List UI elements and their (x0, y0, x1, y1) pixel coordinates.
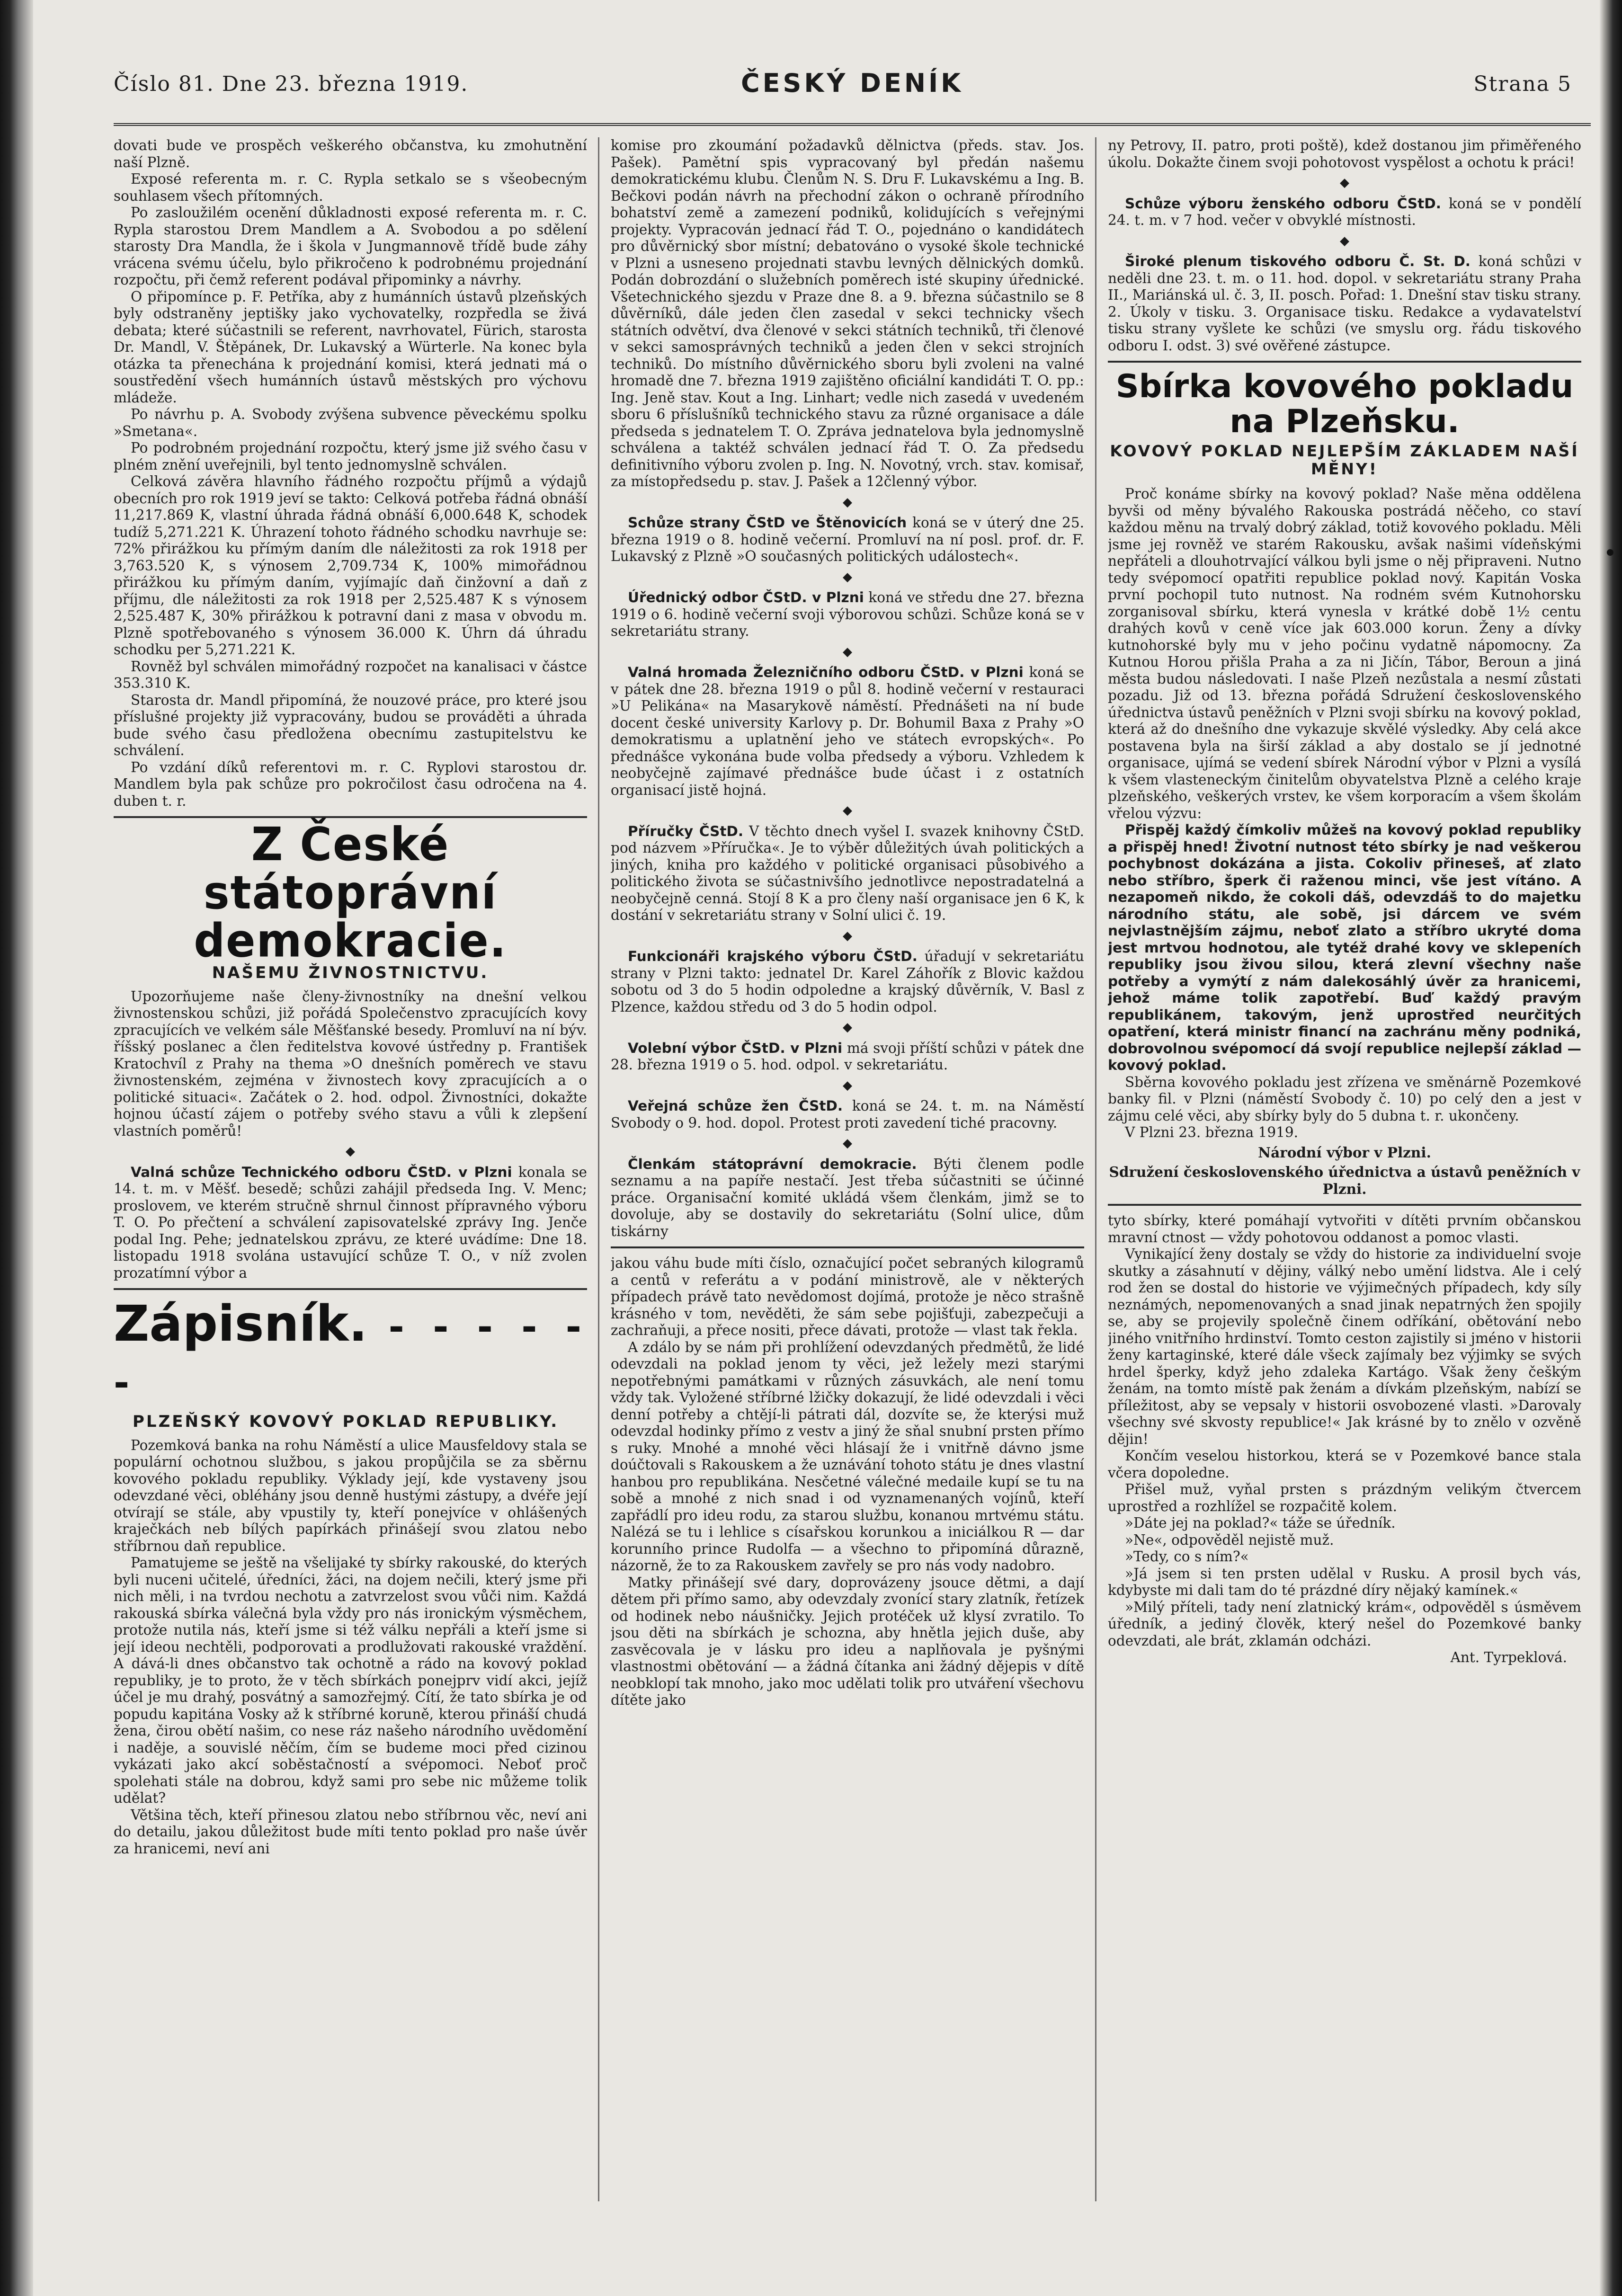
column-rule (1095, 137, 1096, 2201)
paragraph: »Já jsem si ten prsten udělal v Rusku. A prosil bych vás, kdybyste mi dali tam do té prázdné díry nějaký kamínek.« (1108, 1565, 1581, 1598)
punch-hole (1607, 549, 1613, 556)
paragraph: »Milý příteli, tady není zlatnický krám«, odpověděl s úsměvem úředník, a jediný člověk, který nešel do Pozemkové banky odevzdati, ale brát, zklamán odcházi. (1108, 1599, 1581, 1649)
dateline: V Plzni 23. března 1919. (1125, 1124, 1299, 1140)
item-heading: Volební výbor ČStD. v Plzni (628, 1040, 843, 1056)
page-number: Strana 5 (1473, 72, 1572, 96)
section-rule (1108, 1204, 1581, 1206)
column-3 (1108, 137, 1581, 2201)
paragraph: jakou váhu bude míti číslo, označující počet sebraných kilogramů a centů v referátu a v podání ministrově, ale v některých případech právě tato nevědomost dojímá, protože je něco strašně krásného v tom, nevěděti, že sám sebe pojišťuji, zabezpečuji a zachraňuji, a přece nositi, přece dávati, protože — vlast tak řekla. (611, 1255, 1084, 1338)
column-2 (611, 137, 1084, 2201)
paragraph: Pamatujeme se ještě na všelijaké ty sbírky rakouské, do kterých byli nuceni učitelé, úředníci, žáci, na dojem nečili, který jsme při nich měli, i na tvrdou nechotu a zatvrzelost svou vůči nim. Každá rakouská sbírka válečná byla vždy pro nás ironickým výsměchem, protože nutila nás, kteří jsme si též válku nepřáli a kteří jsme si její ideou nechtěli, podporovati a prodlužovati rakouské vraždění. A dává-li dnes občanstvo tak ochotně a rádo na kovový poklad republiky, je to proto, že v těch sbírkách ponejprv vidí akci, jejíž účel je mu drahý, posvátný a samozřejmý. Cítí, že tato sbírka je od popudu kapitána Vosky až k stříbrné koruně, kterou přináší chudá žena, čirou obětí našim, co nese ráz našeho národního uvědomění i naděje, a souvislé něčím, čím se budeme moci před cizinou vykázati jako akcí soběstačností a svépomoci. Neboť proč spolehati stále na dobrou, když sami pro sebe nic můžeme tolik udělat? (114, 1555, 587, 1807)
column-rule (598, 137, 599, 2201)
paragraph: koná schůzi v neděli dne 23. t. m. o 11. hod. dopol. v sekretariátu strany Praha II., Mariánská ul. č. 3, II. posch. Pořad: 1. Dnešní stav tisku strany. 2. Úkoly v tisku. 3. Organisace tisku. Redakce a vydavatelství tisku strany vyšlete ke schůzi (ve smyslu org. řádu tiskového odboru I. odst. 3) své ověřené zástupce. (1108, 253, 1581, 354)
paragraph: »Dáte jej na poklad?« táže se úředník. (1125, 1515, 1396, 1531)
item-heading: Veřejná schůze žen ČStD. (628, 1098, 843, 1114)
paragraph: Po zasloužilém ocenění důkladnosti exposé referenta m. r. C. Rypla starostou Drem Mandlem a A. Svobodou a po sdělení starosty Dra Mandla, že i škola v Jungmannově třídě bude záhy vrácena svému účelu, bylo přikročeno k podrobnému projednání rozpočtu, při čemž referent podával připominky a návrhy. (114, 205, 587, 288)
item-heading: Schůze výboru ženského odboru ČStD. (1125, 195, 1441, 212)
paragraph: Exposé referenta m. r. C. Rypla setkalo se s všeobecným souhlasem všech přítomných. (114, 171, 587, 204)
paragraph: Většina těch, kteří přinesou zlatou nebo stříbrnou věc, neví ani do detailu, jakou důležitost bude míti tento poklad pro naše úvěr za hranicemi, neví ani (114, 1807, 587, 1857)
section-rule (114, 1288, 587, 1290)
paragraph: tyto sbírky, které pomáhají vytvořiti v dítěti prvním občanskou mravní ctnost — vždy pohotovou oddanost a pomoc vlasti. (1108, 1212, 1581, 1246)
paragraph: Po podrobném projednání rozpočtu, který jsme již svého času v plném znění uveřejnili, byl tento jednomyslně schválen. (114, 440, 587, 473)
section-rule (611, 1246, 1084, 1248)
item-heading: Valná schůze Technického odboru ČStD. v Plzni (131, 1164, 512, 1180)
paragraph: Po návrhu p. A. Svobody zvýšena subvence pěveckému spolku »Smetana«. (114, 406, 587, 439)
paragraph: konala se 14. t. m. v Měšť. besedě; schůzi zahájil předseda Ing. V. Menc; proslovem, ve kterém stručně shrnul činnost přípravného výboru T. O. Po přečtení a schválení zapisovatelské zprávy Ing. Jenče podal Ing. Pehe; jednatelskou zprávu, ze které uvádíme: Dne 18. listopadu 1918 svolána ustavující schůze T. O., v níž zvolen prozatímní výbor a (114, 1164, 587, 1281)
divider-ornament: ◆ (843, 570, 852, 584)
paragraph: ny Petrovy, II. patro, proti poště), kdež dostanou jim přiměřeného úkolu. Dokažte činem svoji pohotovost vyspělost a ochotu k práci! (1108, 137, 1581, 170)
item-heading: Funkcionáři krajského výboru ČStD. (628, 948, 918, 964)
section-title-zapisnik: Zápisník. - - - - - - (114, 1295, 587, 1405)
paragraph: úřadují v sekretariátu strany v Plzni takto: jednatel Dr. Karel Záhořík z Blovic každou sobotu od 3 do 5 hodin odpoledne a krajský důvěrník, V. Basl z Plzence, každou středu od 3 do 5 hodin odpol. (611, 948, 1084, 1015)
paragraph: Matky přinášejí své dary, doprovázeny jsouce dětmi, a dají dětem při přímo samo, aby odevzdaly zvonící stary zlatník, řetízek od hodinek nebo náušničky. Jejich protéček už klysí zvratilo. To jsou děti na sbírkách je schozna, aby hnětla jejich duše, aby zasvěcovala je v lásku pro ideu a naplňovala je pyšnými vlastnostmi obětování — a žádná čítanka ani žádný dějepis v dítě neobklopí tak mnoho, jako moc udělati tolik pro utváření všechovu dítěte jako (611, 1574, 1084, 1708)
paragraph: Upozorňujeme naše členy-živnostníky na dnešní velkou živnostenskou schůzi, již pořádá Společenstvo zpracujících kovy zpracujících ve velkém sále Měšťanské besedy. Promluví na ní býv. říšský poslanec a člen ředitelstva kovové ústředny p. František Kratochvíl z Prahy na thema »O dnešních poměrech ve stavu živnostenském, zejména v živnostech kovy zpracujících a o politické situaci«. Začátek o 2. hod. odpol. Živnostníci, dokažte hojnou účastí zájem o potřeby svého stavu a vůli k zlepšení vlastních poměrů! (114, 988, 587, 1139)
dash-ornament: - - - - - - (114, 1305, 587, 1405)
paragraph: koná se v pátek dne 28. března 1919 o půl 8. hodině večerní v restauraci »U Pelikána« na Masarykově náměstí. Přednášeti na ní bude docent české university Karlovy p. Dr. Bohumil Baxa z Prahy »O demokratismu a uplatnění jeho ve státech evropských«. Po přednášce vykonána bude volba předsedy a výboru. Vzhledem k neobyčejně zajímavé přednášce bude účast i z ostatních organisací jistě hojná. (611, 664, 1084, 798)
column-1 (114, 137, 587, 2201)
divider-ornament: ◆ (843, 1136, 852, 1150)
paragraph: koná se v pondělí 24. t. m. v 7 hod. večer v obvyklé místnosti. (1108, 195, 1581, 228)
item-heading: Schůze strany ČStD ve Štěnovicích (628, 515, 907, 531)
divider-ornament: ◆ (843, 1020, 852, 1034)
paragraph-appeal: Přispěj každý čímkoliv můžeš na kovový poklad republiky a přispěj hned! Životní nutnost této sbírky je nad veškerou pochybnost dokázána a jista. Cokoliv přineseš, ať zlato nebo stříbro, šperk či raženou minci, vše jest vítáno. A nezapomeň nikdo, že cokoli dáš, odevzdáš to do majetku národního státu, ale sobě, jsi dárcem ve svém nejvlastnějším zájmu, neboť zlato a stříbro ukryté doma jest mrtvou hodnotou, ale tytéž drahé kovy ve sklepeních republiky jsou živou silou, která zlevní všechny naše potřeby a vymýtí z nám dalekosáhlý úvěr za hranicemi, jehož máme tolik zapotřebí. Buď každý pravým republikánem, takovým, jenž uprostřed neurčitých opatření, která ministr financí na zachránu měny podniká, dobrovolnou svépomocí dá svojí republice nejlepší základ — kovový poklad. (1108, 822, 1581, 1073)
divider-ornament: ◆ (843, 644, 852, 659)
author-byline: Ant. Tyrpeklová. (1450, 1649, 1567, 1665)
scan-right-edge (1599, 0, 1622, 2296)
divider-ornament: ◆ (1340, 176, 1349, 190)
item-heading: Úřednický odbor ČStD. v Plzni (628, 589, 864, 605)
divider-ornament: ◆ (843, 1078, 852, 1093)
section-subtitle: NAŠEMU ŽIVNOSTNICTVU. (212, 963, 489, 982)
paragraph: Rovněž byl schválen mimořádný rozpočet na kanalisaci v částce 353.310 K. (114, 658, 587, 691)
newspaper-title: ČESKÝ DENÍK (741, 68, 963, 98)
paragraph: Sběrna kovového pokladu jest zřízena ve směnárně Pozemkové banky fil. v Plzni (náměstí Svobody č. 10) po celý den a jest v zájmu celé věci, aby sbírky byly do 5 dubna t. r. ukončeny. (1108, 1074, 1581, 1124)
divider-ornament: ◆ (843, 495, 852, 509)
paragraph: koná ve středu dne 27. března 1919 o 6. hodině večerní svoji výborovou schůzi. Schůze koná se v sekretariátu strany. (611, 589, 1084, 639)
scan-binding-edge (0, 0, 33, 2296)
paragraph: koná se v úterý dne 25. března 1919 o 8. hodině večerní. Promluví na ní posl. prof. dr. F. Lukavský z Plzně »O současných politických událostech«. (611, 515, 1084, 564)
item-heading: Příručky ČStD. (628, 823, 744, 839)
paragraph: O připomínce p. F. Petříka, aby z humánních ústavů plzeňských byly odstraněny jeptišky jako vychovatelky, rozpředla se živá debata; které súčastnili se referent, navrhovatel, Fürich, starosta Dr. Mandl, V. Štěpánek, Dr. Lukavský a Würterle. Na konec byla otázka ta přenechána k projednání komisi, která jednati má o soustředění všech humánních ústavů městských pro výchovu mládeže. (114, 288, 587, 406)
paragraph: V těchto dnech vyšel I. svazek knihovny ČStD. pod názvem »Příručka«. Je to výběr důležitých úvah politických a jiných, kniha pro každého v politické organisaci působivého a politického života se súčastnivšího jednotlivce nepostradatelná a neobyčejně cenná. Stojí 8 K a pro členy naší organisace jen 6 K, k dostání v sekretariátu strany v Solní ulici č. 19. (611, 823, 1084, 923)
paragraph: Celková závěra hlavního řádného rozpočtu příjmů a výdajů obecních pro rok 1919 jeví se takto: Celková potřeba řádná obnáší 11,217.869 K, vlastní úhrada řádná obnáší 6,000.648 K, schodek tudíž 5,271.221 K. Úhrazení tohoto řádného schodku navrhuje se: 72% přirážkou ku přímým daním dle náležitosti za rok 1918 per 3,763.520 K, s výnosem 2,709.734 K, 100% mimořádnou přirážkou ku přímým daním, vyjímajíc daň činžovní a daň z příjmu, dle náležitosti za rok 1918 per 2,525.487 K s výnosem 2,525.487 K, 30% přirážkou k potravní dani z masa v obvodu m. Plzně spotřebovaného s výnosem 36.000 K. Úhrn dá úhradu schodku per 5,271.221 K. (114, 473, 587, 658)
divider-ornament: ◆ (1340, 233, 1349, 248)
item-heading: Členkám státoprávní demokracie. (628, 1156, 917, 1172)
article-subtitle: PLZEŇSKÝ KOVOVÝ POKLAD REPUBLIKY. (133, 1412, 559, 1432)
paragraph: Pozemková banka na rohu Náměstí a ulice Mausfeldovy stala se populární ochotnou službou, s jakou propůjčila se za sběrnu kovového pokladu republiky. Výklady její, kde vystaveny jsou odevzdané věci, obléhány jsou denně hustými zástupy, a dvéře její otvírají se stále, aby vpustily ty, kteří ponejvíce v ohlášených kraječkách neb bílých papírkách přinášejí svou zlatou nebo stříbrnou daň republice. (114, 1437, 587, 1554)
paragraph: Proč konáme sbírky na kovový poklad? Naše měna oddělena byvši od měny bývalého Rakouska postrádá něčeho, co staví každou měnu na trvalý dobrý základ, totiž kovového pokladu. Měli jsme jej rovněž ve starém Rakousku, avšak našimi vídeňskými nepřáteli a dlouhotrvající válkou byli jsme o něj připraveni. Nutno tedy svépomocí opatřiti republice poklad nový. Kapitán Voska první pochopil tuto nutnost. Na rodném svém Kutnohorsku zorganisoval sbírku, která vynesla v krátké době 1½ centu drahých kovů v ceně více jak 603.000 korun. Ženy a dívky kutnohorské byly mu v jeho počinu vydatně nápomocny. Za Kutnou Horou přišla Praha a za ni Jičín, Tábor, Beroun a jiná města budou následovati. I naše Plzeň nezůstala a nesmí zůstati pozadu. Již od 13. března pořádá Sdružení československého úřednictva ústavů peněžních v Plzni svoji sbírku na kovový poklad, která až do dnešního dne vykazuje skvělé výsledky. Aby celá akce postavena byla na širší základ a aby dostalo se jí jednotné organisace, ujímá se vedení sbírek Národní výbor v Plzni a vysílá k všem vlasteneckým činitelům obyvatelstva Plzně a celého kraje plzeňského, veškerých vrstev, ke všem korporacím a všem školám vřelou výzvu: (1108, 486, 1581, 821)
paragraph: »Tedy, co s ním?« (1125, 1548, 1249, 1565)
paragraph: Starosta dr. Mandl připomíná, že nouzové práce, pro které jsou příslušné projekty již vypracovány, budou se prováděti a úhrada bude svého času předložena obecnímu zastupitelstvu ke schválení. (114, 692, 587, 758)
item-heading: Valná hromada Železničního odboru ČStD. v Plzni (628, 664, 1024, 680)
paragraph: Přišel muž, vyňal prsten s prázdným velikým čtvercem uprostřed a rozhlížel se rozpačitě kolem. (1108, 1481, 1581, 1514)
paragraph: Býti členem podle seznamu a na papíře nestačí. Jest třeba súčastniti se účinné práce. Organisační komité ukládá všem členkám, jimž se to dovoluje, aby se dostavily do sekretariátu (Solní ulice, dům tiskárny (611, 1156, 1084, 1239)
newspaper-page (85, 52, 1600, 2277)
article-title: Sbírka kovového pokladu na Plzeňsku. (1115, 368, 1574, 440)
issue-info: Číslo 81. Dne 23. března 1919. (114, 72, 469, 96)
paragraph: Vynikající ženy dostaly se vždy do historie za individuelní svoje skutky a zásahnutí v dějiny, válký nebo umění lidstva. Ale i celý rod žen se dostal do historie ve výjimečných případech, kdy síly neznámých, nepomenovaných a snad jinak nepatrných žen spojily se, aby se projevily společně činem odříkání, obětování nebo jiného vnitřního hrdinství. Tomto ceston zajistily si jméno v historii ženy kartaginské, které dále všeck zajímaly bez výjimky se svých hrdel šperky, když jeho zdaleka Kartágo. Však ženy češkým ženám, na tomto místě pak ženám a dívkám plzeňským, nabízí se příležitost, aby se vepsaly v historii osvobozené vlasti. »Darovaly všechny své skvosty republice!« Jak krásné by to znělo v ozvěně dějin! (1108, 1246, 1581, 1447)
signature: Sdružení československého úřednictva a ústavů peněžních v Plzni. (1109, 1164, 1580, 1197)
divider-ornament: ◆ (346, 1144, 355, 1158)
section-rule (1108, 361, 1581, 363)
paragraph: Končím veselou historkou, která se v Pozemkové bance stala včera dopoledne. (1108, 1448, 1581, 1481)
item-heading: Široké plenum tiskového odboru Č. St. D. (1125, 253, 1471, 269)
divider-ornament: ◆ (843, 928, 852, 943)
paragraph: koná se 24. t. m. na Náměstí Svobody o 9. hod. dopol. Protest proti zavedení tiché pracovny. (611, 1098, 1084, 1131)
divider-ornament: ◆ (843, 803, 852, 818)
paragraph: má svoji příští schůzi v pátek dne 28. března 1919 o 5. hod. odpol. v sekretariátu. (611, 1040, 1084, 1073)
paragraph: dovati bude ve prospěch veškerého občanstva, ku zmohutnění naší Plzně. (114, 137, 587, 170)
article-subtitle: KOVOVÝ POKLAD NEJLEPŠÍM ZÁKLADEM NAŠÍ MĚNY! (1110, 442, 1579, 478)
paragraph: Po vzdání díků referentovi m. r. C. Ryplovi starostou dr. Mandlem byla pak schůze pro pokročilost času odročena na 4. duben t. r. (114, 759, 587, 809)
paragraph: komise pro zkoumání požadavků dělnictva (předs. stav. Jos. Pašek). Pamětní spis vypracovaný byl předán našemu demokratickému klubu. Členům N. S. Dru F. Lukavskému a Ing. B. Bečkovi podán návrh na přechodní zákon o ochraně přírodního bohatství země a zamezení podniků, kolidujících s veřejnými projekty. Vypracován jednací řád T. O., pojednáno o kandidátech pro důvěrnický sbor místní; debatováno o vysoké škole technické v Plzni a usneseno projednati stavbu levných dělnických domků. Podán dobrozdání o služebních poměrech isté skupiny úřednické. Všetechnického sjezdu v Praze dne 8. a 9. března súčastnilo se 8 důvěrníků, dále jeden člen zasedal v sekci technicky všech státních odvětví, dva členové v sekci státních techniků, tři členové v sekci samosprávných techniků a jeden člen v sekci strojních techniků. Do místního důvěrnického sboru byli zvoleni na valné hromadě dne 7. března 1919 zajištěno oficiální kandidáti T. O. pp.: Ing. Jeně stav. Kout a Ing. Linhart; vedle nich zasedá v uvedeném sboru 6 příslušníků technického stavu za různé organisace a dále předseda s jednatelem T. O. Zpráva jednatelova byla jednomyslně schválena a taktéž schválen jednací řád T. O. Za předsedu definitivního výboru zvolen p. Ing. N. Novotný, vrch. stav. komisař, za místopředsedu p. stav. J. Pašek a 12členný výbor. (611, 137, 1084, 489)
paragraph: A zdálo by se nám při prohlížení odevzdaných předmětů, že lidé odevzdali na poklad jenom ty věci, jež ležely mezi starými nepotřebnými památkami v různých zásuvkách, ale není tomu vždy tak. Vyložené stříbrné lžičky dokazují, že lidé odevzdali i věci denní potřeby a chtějí-li pátrati dál, dozvíte se, že kterýsi muž odevzdal hodinky přímo z vestv a jiný že sňal snubní prsten přímo s ruky. Mnohé a mnohé věci hlásají že i vnitřně dávno jsme doúčtovali s Rakouskem a že uznávání tohoto státu je dnes vlastní hanbou pro republikána. Nesčetné válečné medaile kupí se tu na sobě a mnohé z nich snad i od vyznamenaných vojínů, kteří zapřádlí pro ideu rodu, za starou službu, konanou mrtvému státu. Nalézá se tu i lehlice s císařskou korunkou a iniciálkou R — dar korunního prince Rudolfa — a všechno to připomíná důrazně, názorně, že to za Rakouskem zavřely se pro nás vody nadobro. (611, 1339, 1084, 1574)
signature: Národní výbor v Plzni. (1258, 1144, 1431, 1161)
masthead (114, 62, 1591, 126)
section-title: Z České státoprávní demokracie. (194, 818, 507, 968)
paragraph: »Ne«, odpověděl nejistě muž. (1125, 1531, 1334, 1548)
